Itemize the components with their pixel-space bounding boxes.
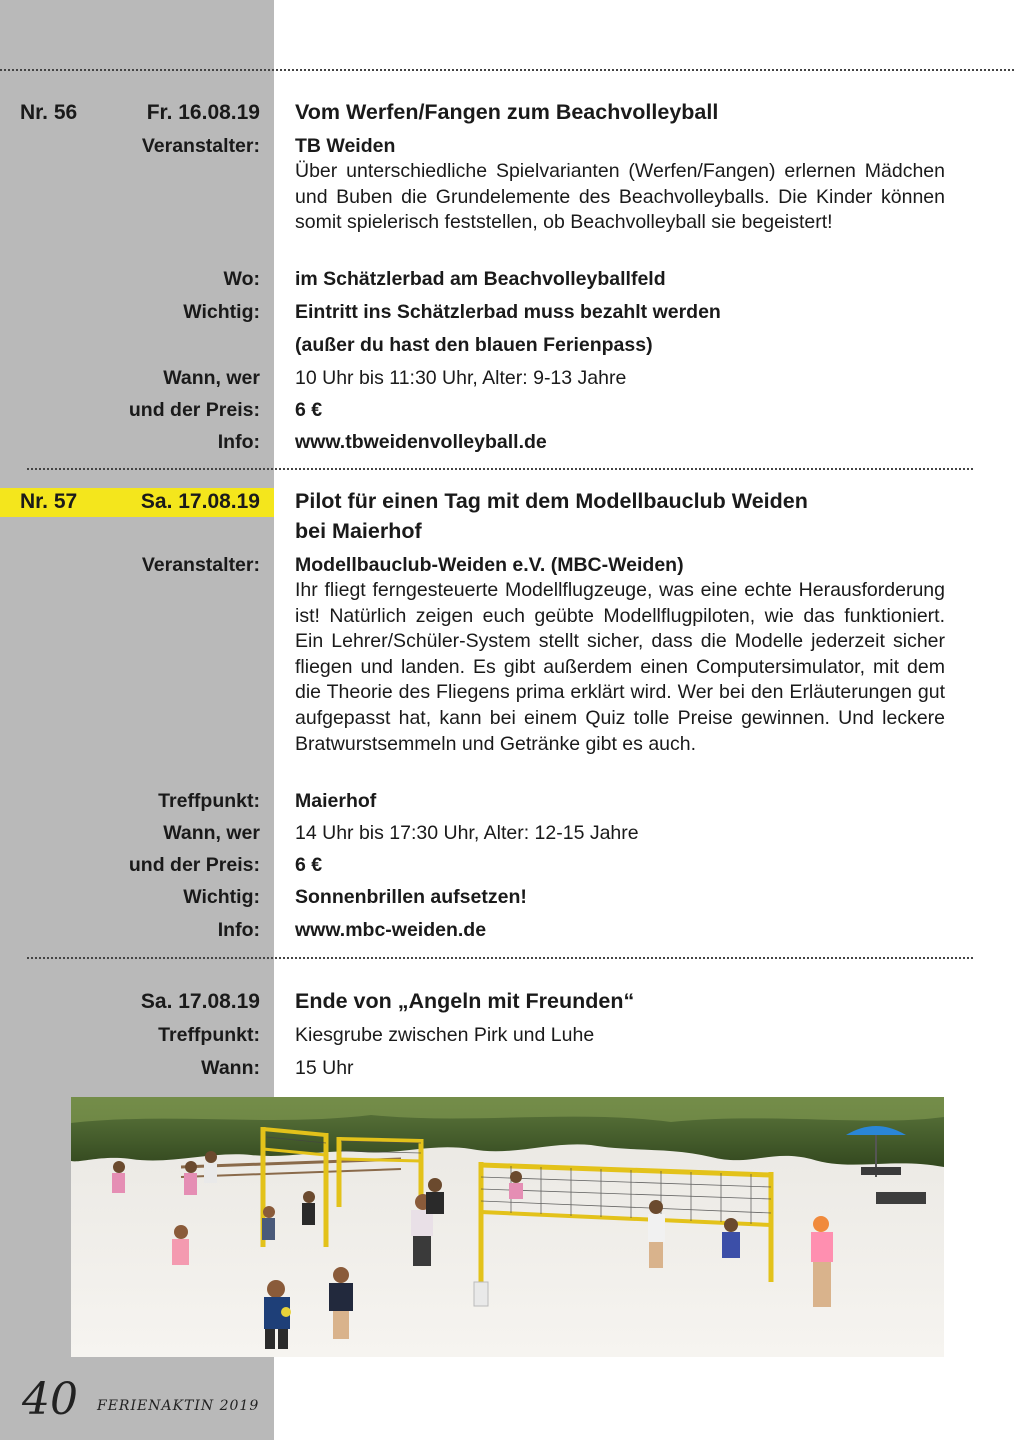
event-57-important-label: Wichtig: — [183, 886, 260, 908]
event-56-number: Nr. 56 — [20, 101, 78, 124]
event-56-date: Fr. 16.08.19 — [146, 101, 260, 124]
event-57-price-label: und der Preis: — [128, 854, 260, 876]
event-56-important-line1: Eintritt ins Schätzlerbad muss bezahlt werden — [295, 301, 721, 323]
event-57-info-link[interactable]: www.mbc-weiden.de — [295, 919, 487, 941]
event-56-where: im Schätzlerbad am Beachvolleyballfeld — [295, 268, 666, 290]
event-end-title: Ende von „Angeln mit Freunden“ — [295, 989, 635, 1013]
event-57-when-label: Wann, wer — [163, 822, 260, 844]
event-56-organizer: TB Weiden — [295, 135, 396, 157]
footer-brand: FERIENAKTIN 2019 — [97, 1398, 260, 1414]
event-57-number: Nr. 57 — [20, 490, 78, 513]
event-57-title-line2: bei Maierhof — [295, 519, 422, 543]
event-57-price: 6 € — [295, 854, 323, 876]
event-57-meeting-label: Treffpunkt: — [158, 790, 260, 812]
dotted-divider — [27, 957, 973, 959]
event-56-organizer-label: Veranstalter: — [141, 135, 260, 157]
event-57-meeting: Maierhof — [295, 790, 377, 812]
beach-volleyball-photo — [71, 1097, 944, 1357]
event-56-title: Vom Werfen/Fangen zum Beachvolleyball — [295, 100, 719, 124]
event-56-price: 6 € — [295, 399, 323, 421]
page-number: 40 — [22, 1374, 78, 1425]
event-56-price-label: und der Preis: — [128, 399, 260, 421]
dotted-divider — [27, 468, 973, 470]
event-57-when: 14 Uhr bis 17:30 Uhr, Alter: 12-15 Jahre — [295, 822, 639, 844]
event-end-date: Sa. 17.08.19 — [140, 990, 260, 1013]
event-end-meeting-label: Treffpunkt: — [158, 1024, 260, 1046]
event-57-description: Ihr fliegt ferngesteuerte Modellflugzeuge, was eine echte Herausforderung ist! Natürlich zeigen euch geübte Modellflugpiloten, wie das funktioniert. Ein Lehrer/Schüler-System stellt sicher, dass die Modelle jederzeit sicher fliegen und landen. Es gibt außerdem einen Computersimulator, mit dem die Theorie des Fliegens prima erklärt wird. Wer bei den Erläuterungen gut aufgepasst hat, kann bei einem Quiz tolle Preise gewinnen. Und leckere Bratwurstsemmeln und Getränke gibt es auch. — [295, 579, 945, 755]
event-57-title-line1: Pilot für einen Tag mit dem Modellbauclub Weiden — [295, 489, 808, 513]
event-56-when: 10 Uhr bis 11:30 Uhr, Alter: 9-13 Jahre — [295, 367, 627, 389]
event-57-organizer: Modellbauclub-Weiden e.V. (MBC-Weiden) — [295, 554, 684, 576]
event-56-where-label: Wo: — [223, 268, 260, 290]
event-56-when-label: Wann, wer — [163, 367, 260, 389]
dotted-divider-top — [0, 69, 1014, 71]
event-57-date: Sa. 17.08.19 — [140, 490, 260, 513]
event-56-info-link[interactable]: www.tbweidenvolleyball.de — [295, 431, 547, 453]
event-56-info-label: Info: — [217, 431, 260, 453]
event-56-important-label: Wichtig: — [183, 301, 260, 323]
event-57-info-label: Info: — [217, 919, 260, 941]
event-56-important-line2: (außer du hast den blauen Ferienpass) — [295, 334, 653, 356]
event-end-when-label: Wann: — [201, 1057, 260, 1079]
event-end-when: 15 Uhr — [295, 1057, 354, 1079]
event-end-meeting: Kiesgrube zwischen Pirk und Luhe — [295, 1024, 595, 1046]
event-57-organizer-label: Veranstalter: — [141, 554, 260, 576]
event-56-description: Über unterschiedliche Spielvarianten (Werfen/Fangen) erlernen Mädchen und Buben die Grundelemente des Beachvolleyballs. Die Kinder können somit spielerisch feststellen, ob Beachvolleyball sie begeistert! — [295, 160, 945, 234]
event-57-important: Sonnenbrillen aufsetzen! — [295, 886, 527, 908]
